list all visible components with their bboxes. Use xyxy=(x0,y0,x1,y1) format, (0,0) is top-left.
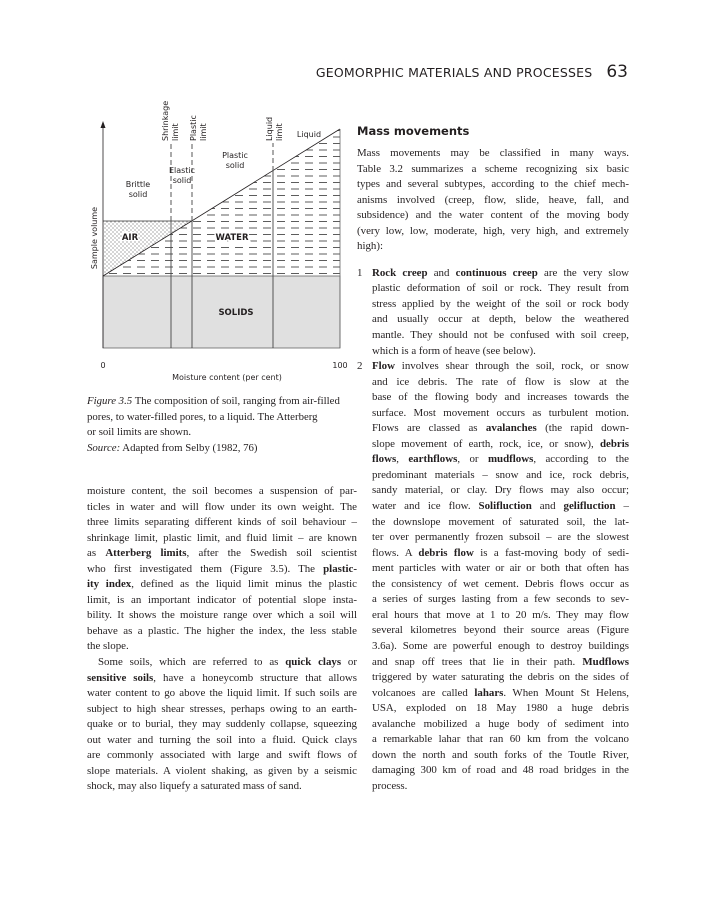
text-span: USA, exploded on 18 May 1980 a huge debris xyxy=(372,702,629,715)
text-line xyxy=(372,639,629,655)
text-line xyxy=(87,764,357,780)
text-line xyxy=(372,499,629,515)
text-span: process. xyxy=(372,779,408,792)
bold-term: Mudflows xyxy=(582,655,629,668)
text-line xyxy=(87,500,357,516)
text-line xyxy=(372,297,629,313)
text-span: volcanoes are called xyxy=(372,686,475,699)
text-span: triggered by water saturating the debris on the sides of xyxy=(372,671,629,684)
text-line xyxy=(357,239,629,255)
text-span: behave as a plastic. The higher the index, the less stable xyxy=(87,624,357,637)
text-span: (very low, low, moderate, high, very high, and extremely xyxy=(357,224,629,237)
text-span: Flows are classed as xyxy=(372,422,486,435)
y-axis-arrow-icon xyxy=(101,121,106,128)
text-line xyxy=(357,193,629,209)
text-line xyxy=(372,717,629,733)
text-line xyxy=(87,733,357,749)
text-line xyxy=(372,375,629,391)
bold-term: gelifluction xyxy=(563,500,616,513)
text-line xyxy=(87,515,357,531)
text-line xyxy=(372,452,629,468)
text-line xyxy=(372,546,629,562)
text-span: subject to high shear stresses, perhaps owing to an earth- xyxy=(87,702,357,715)
section-heading-mass-movements: Mass movements xyxy=(357,124,470,138)
text-line xyxy=(372,655,629,671)
page-number: 63 xyxy=(606,62,628,82)
x-tick-100: 100 xyxy=(332,361,348,370)
text-span: and usually occur at depth, below the weathered xyxy=(372,313,629,326)
text-span: ter over permanently frozen subsoil – are the slowest xyxy=(372,531,629,544)
text-span: plastic deformation of soil or rock. They result from xyxy=(372,282,629,295)
text-span: (the rapid down- xyxy=(536,422,629,435)
text-span: surface. Most movement occurs as turbulent motion. xyxy=(372,406,629,419)
text-line xyxy=(372,266,629,282)
text-span: , according to the xyxy=(533,453,629,466)
text-line xyxy=(372,421,629,437)
caption-line-2: pores, to water-filled pores, to a liquid. The Atterberg xyxy=(87,410,318,423)
text-line xyxy=(372,312,629,328)
text-line xyxy=(372,670,629,686)
left-column-body-text xyxy=(87,484,357,795)
list-number: 1 xyxy=(357,266,363,279)
text-line xyxy=(372,344,629,360)
y-axis-label: Sample volume xyxy=(90,206,99,270)
text-span: – xyxy=(615,500,629,513)
text-span: out water and turning the soil into a fluid. Quick clays xyxy=(87,733,357,746)
text-span: water and ice flow. xyxy=(372,500,479,513)
text-line xyxy=(372,732,629,748)
text-span: the downslope movement of saturated soil, the lat- xyxy=(372,515,629,528)
text-span: bility. It shows the moisture range over which a soil will xyxy=(87,609,357,622)
text-span: and xyxy=(531,500,564,513)
text-span: Table 3.2 summarizes a scheme recognizing six basic xyxy=(357,162,629,175)
bold-term: debris flow xyxy=(418,546,474,559)
text-span: base of the flowing body and increases towards the xyxy=(372,391,629,404)
text-line xyxy=(87,779,357,795)
numbered-list-item xyxy=(357,266,629,359)
state-elastic-solid-label-2: solid xyxy=(172,176,192,185)
text-line xyxy=(372,748,629,764)
text-line xyxy=(372,390,629,406)
bold-term: avalanches xyxy=(485,422,537,435)
caption-line-3: or soil limits are shown. xyxy=(87,426,192,438)
intro-paragraph xyxy=(357,146,629,255)
text-line xyxy=(87,702,357,718)
text-span: the consistency of wet cement. Debris flows occur as xyxy=(372,577,629,590)
text-span: stress applied by the weight of the soil or rock body xyxy=(372,297,629,310)
text-span: ticles in water and will flow under its own weight. The xyxy=(87,500,357,513)
caption-source xyxy=(87,441,362,457)
text-span: , xyxy=(396,453,409,466)
text-span: slope materials. A violent shaking, as given by a seismic xyxy=(87,764,357,777)
text-span: Some soils, which are referred to as xyxy=(98,656,286,669)
text-span: and xyxy=(427,266,456,279)
text-span: slope movement of earth, rock, ice, or snow), xyxy=(372,437,600,450)
text-span: sandy material, or clay. Dry flows may also occur; xyxy=(372,484,629,497)
text-line xyxy=(87,671,357,687)
text-line xyxy=(372,577,629,593)
state-brittle-solid-label-1: Brittle xyxy=(125,180,151,189)
text-span: Mass movements may be classified in many ways. xyxy=(357,147,629,159)
text-line xyxy=(87,655,357,671)
text-line xyxy=(372,763,629,779)
text-span: down the north and south forks of the Toutle River, xyxy=(372,748,629,761)
bold-term: quick clays xyxy=(285,656,342,669)
text-line xyxy=(87,531,357,547)
numbered-list-item xyxy=(357,359,629,794)
text-line xyxy=(87,484,357,500)
text-line xyxy=(87,624,357,640)
text-span: shock, may also liquefy a saturated mass of sand. xyxy=(87,780,302,793)
text-span: involves shear through the soil, rock, or snow xyxy=(395,360,629,373)
plastic-limit-label-1: Plastic xyxy=(189,115,198,141)
text-line xyxy=(87,562,357,578)
caption-source-label: Source: xyxy=(87,441,121,454)
plastic-limit-label-2: limit xyxy=(199,123,208,141)
paragraph xyxy=(87,484,357,655)
text-line xyxy=(372,530,629,546)
text-line xyxy=(372,592,629,608)
caption-source-text: Adapted from Selby (1982, 76) xyxy=(120,441,258,454)
text-span: , defined as the liquid limit minus the plastic xyxy=(131,578,357,591)
text-span: moisture content, the soil becomes a suspension of par- xyxy=(87,485,357,497)
text-span: eral hours that move at 1 to 20 m/s. They may flow xyxy=(372,608,629,621)
bold-term: flows xyxy=(372,453,397,466)
text-span: are the very slow xyxy=(537,266,630,279)
bold-term: Solifluction xyxy=(478,500,532,513)
text-span: as xyxy=(87,547,106,560)
region-air-label: AIR xyxy=(121,233,139,243)
text-span: several kilometres beyond their source areas (Figure xyxy=(372,624,629,637)
text-line xyxy=(372,437,629,453)
text-line xyxy=(372,483,629,499)
text-line xyxy=(372,515,629,531)
text-line xyxy=(357,162,629,178)
bold-term: Rock creep xyxy=(372,266,428,279)
bold-term: Flow xyxy=(372,360,395,373)
bold-term: mudflows xyxy=(487,453,534,466)
text-span: high): xyxy=(357,240,384,253)
text-span: mantle. They should not be confused with soil creep, xyxy=(372,329,629,342)
state-elastic-solid-label-1: Elastic xyxy=(168,166,196,175)
state-brittle-solid-label-2: solid xyxy=(128,190,148,199)
caption-line-1 xyxy=(87,394,362,410)
text-line xyxy=(372,608,629,624)
text-span: flows. A xyxy=(372,546,419,559)
text-span: damaging 300 km of road and 48 road bridges in the xyxy=(372,764,629,777)
text-line xyxy=(357,146,629,162)
text-span: shrinkage limit, plastic limit, and fluid limit – are known xyxy=(87,531,357,544)
text-span: and snap off trees that lie in their path. xyxy=(372,655,583,668)
region-solids-label: SOLIDS xyxy=(218,308,254,318)
text-span: or xyxy=(341,656,357,669)
bold-term: debris xyxy=(599,437,629,450)
running-header-title: GEOMORPHIC MATERIALS AND PROCESSES xyxy=(315,65,593,80)
text-span: , or xyxy=(457,453,488,466)
text-line xyxy=(87,639,357,655)
list-number: 2 xyxy=(357,360,363,373)
text-line xyxy=(87,748,357,764)
text-line xyxy=(87,546,357,562)
text-line xyxy=(372,686,629,702)
text-span: predominant materials – snow and ice, rock debris, xyxy=(372,468,629,481)
caption-figure-label: Figure 3.5 xyxy=(87,395,133,407)
bold-term: lahars xyxy=(474,686,504,699)
text-span: limit, is an important indicator of potential slope insta- xyxy=(87,593,357,606)
text-line xyxy=(87,686,357,702)
text-line xyxy=(87,608,357,624)
text-span: and ice debris. The rate of flow is slow at the xyxy=(372,375,629,388)
text-span: which is a form of heave (see below). xyxy=(372,344,536,357)
text-line xyxy=(357,208,629,224)
text-span: types and several subtypes, according to the chief mech- xyxy=(357,178,629,191)
text-span: avalanche mobilized a huge body of sediment into xyxy=(372,717,629,730)
text-span: , have a honeycomb structure that allows xyxy=(153,671,357,684)
text-line xyxy=(372,468,629,484)
caption-text: The composition of soil, ranging from air-filled xyxy=(132,395,340,407)
text-span: anisms involved (creep, flow, slide, heave, fall, and xyxy=(357,193,629,206)
text-line xyxy=(372,328,629,344)
text-span: subsidence) and the water content of the moving body xyxy=(357,209,629,222)
bold-term: continuous creep xyxy=(455,266,538,279)
paragraph xyxy=(87,655,357,795)
state-liquid-label: Liquid xyxy=(296,130,322,139)
text-span: a remarkable lahar that ran 60 km from the volcano xyxy=(372,733,629,746)
text-span: water content to go above the liquid limit. If such soils are xyxy=(87,687,357,700)
text-line xyxy=(372,701,629,717)
text-span: the slope. xyxy=(87,640,129,653)
region-water-label: WATER xyxy=(215,233,249,243)
shrinkage-limit-label-2: limit xyxy=(171,123,180,141)
text-span: , after the Swedish soil scientist xyxy=(186,547,357,560)
bold-term: Atterberg limits xyxy=(105,547,187,560)
figure-caption xyxy=(87,394,362,456)
text-span: who first investigated them (Figure 3.5). The xyxy=(87,562,324,575)
text-span: is a fast-moving body of sedi- xyxy=(473,546,630,559)
bold-term: earthflows xyxy=(408,453,458,466)
text-line xyxy=(372,623,629,639)
text-line xyxy=(357,177,629,193)
paragraph-gap xyxy=(357,255,629,266)
text-line xyxy=(87,577,357,593)
shrinkage-limit-label-1: Shrinkage xyxy=(161,100,170,141)
x-tick-0: 0 xyxy=(100,361,106,370)
bold-term: ity index xyxy=(87,578,132,591)
x-axis-label: Moisture content (per cent) xyxy=(172,373,282,382)
text-span: . When Mount St Helens, xyxy=(503,686,630,699)
right-column-body-text xyxy=(357,146,629,794)
text-span: quake or to burial, they may suddenly collapse, squeezing xyxy=(87,718,357,731)
text-span: three limits separating different kinds of soil behaviour – xyxy=(87,516,357,529)
bold-term: plastic- xyxy=(323,562,357,575)
running-header xyxy=(316,62,628,82)
state-plastic-solid-label-2: solid xyxy=(225,161,245,170)
text-span: 3.6a). Some are powerful enough to destroy buildings xyxy=(372,639,629,652)
liquid-limit-label-2: limit xyxy=(275,123,284,141)
text-line xyxy=(87,593,357,609)
text-line xyxy=(372,779,629,795)
text-line xyxy=(372,359,629,375)
text-line xyxy=(372,406,629,422)
text-line xyxy=(372,281,629,297)
liquid-limit-label-1: Liquid xyxy=(265,116,274,141)
text-line xyxy=(87,717,357,733)
text-span: are commonly associated with large and swift flows of xyxy=(87,749,357,762)
figure-soil-composition-diagram xyxy=(80,95,363,395)
text-line xyxy=(372,561,629,577)
text-line xyxy=(357,224,629,240)
bold-term: sensitive soils xyxy=(87,671,154,684)
text-span: a series of surges lasting from a few seconds to sev- xyxy=(372,593,629,606)
state-plastic-solid-label-1: Plastic xyxy=(222,151,248,160)
text-span: ment particles with water or air or both that often has xyxy=(372,562,629,575)
